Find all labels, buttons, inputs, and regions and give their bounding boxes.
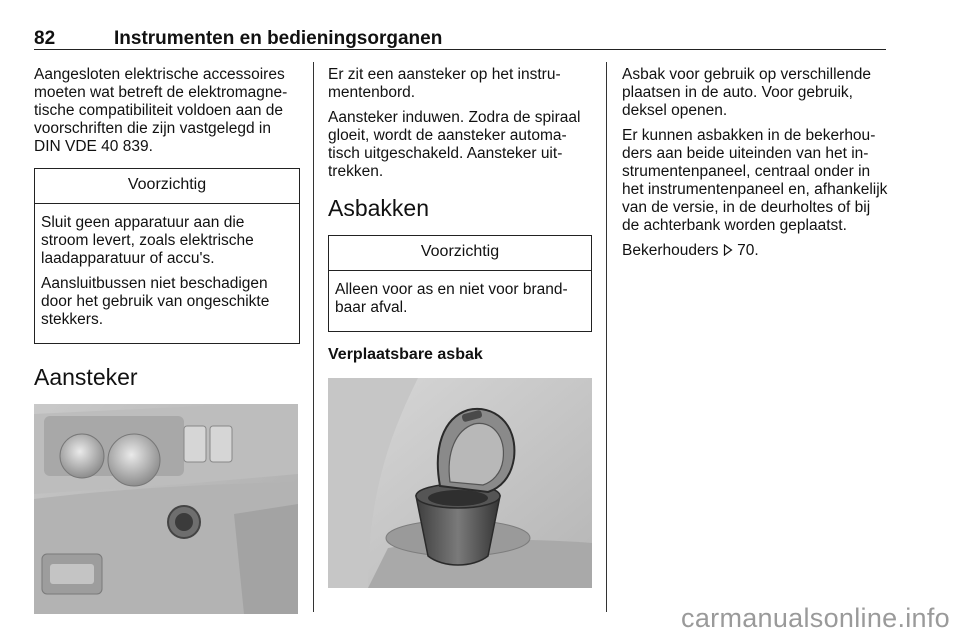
page-reference-arrow-icon [723, 243, 733, 255]
warning-body [35, 204, 299, 343]
column-right [622, 66, 890, 267]
warning-body [329, 271, 591, 331]
reference-label: Bekerhouders [622, 242, 719, 259]
page-header [34, 28, 886, 50]
cross-reference [622, 242, 890, 260]
subsection-title: Verplaatsbare asbak [328, 346, 483, 363]
warning-paragraph: Alleen voor as en niet voor brandbaar afval. [335, 281, 568, 316]
section-title-asbakken: Asbakken [328, 195, 430, 221]
paragraph: Er kunnen asbakken in de bekerhouders aan beide uiteinden van het instrumentenpaneel, centraal onder in het instrumentenpaneel en, afhankelijk van de versie, in de deurholtes of bij de achterbank worden geplaatst. [622, 127, 888, 234]
section-title-aansteker: Aansteker [34, 364, 138, 390]
column-divider [606, 62, 607, 612]
warning-heading: Voorzichtig [329, 236, 591, 271]
page-number: 82 [34, 28, 56, 49]
warning-box [328, 235, 592, 332]
paragraph: Er zit een aansteker op het instrumentenbord. [328, 66, 561, 101]
watermark: carmanualsonline.info [681, 603, 950, 633]
warning-heading: Voorzichtig [35, 169, 299, 204]
column-left [34, 66, 300, 614]
warning-paragraph: Aansluitbussen niet beschadigen door het gebruik van ongeschikte stekkers. [41, 275, 270, 328]
column-divider [313, 62, 314, 612]
lighter-illustration [34, 404, 298, 614]
paragraph: Aansteker induwen. Zodra de spiraal gloeit, wordt de aansteker automatisch uitgeschakeld. Aansteker uittrekken. [328, 109, 581, 180]
ashtray-illustration [328, 378, 592, 588]
reference-page[interactable]: 70. [737, 242, 759, 259]
paragraph: Asbak voor gebruik op verschillende plaatsen in de auto. Voor gebruik, deksel openen. [622, 66, 871, 119]
warning-box [34, 168, 300, 344]
intro-paragraph: Aangesloten elektrische accessoires moeten wat betreft de elektromagnetische compatibiliteit voldoen aan de voorschriften die zijn vastgelegd in DIN VDE 40 839. [34, 66, 288, 155]
page-title: Instrumenten en bedieningsorganen [114, 28, 443, 49]
column-middle [328, 66, 592, 588]
warning-paragraph: Sluit geen apparatuur aan die stroom levert, zoals elektrische laadapparatuur of accu's. [41, 214, 254, 267]
